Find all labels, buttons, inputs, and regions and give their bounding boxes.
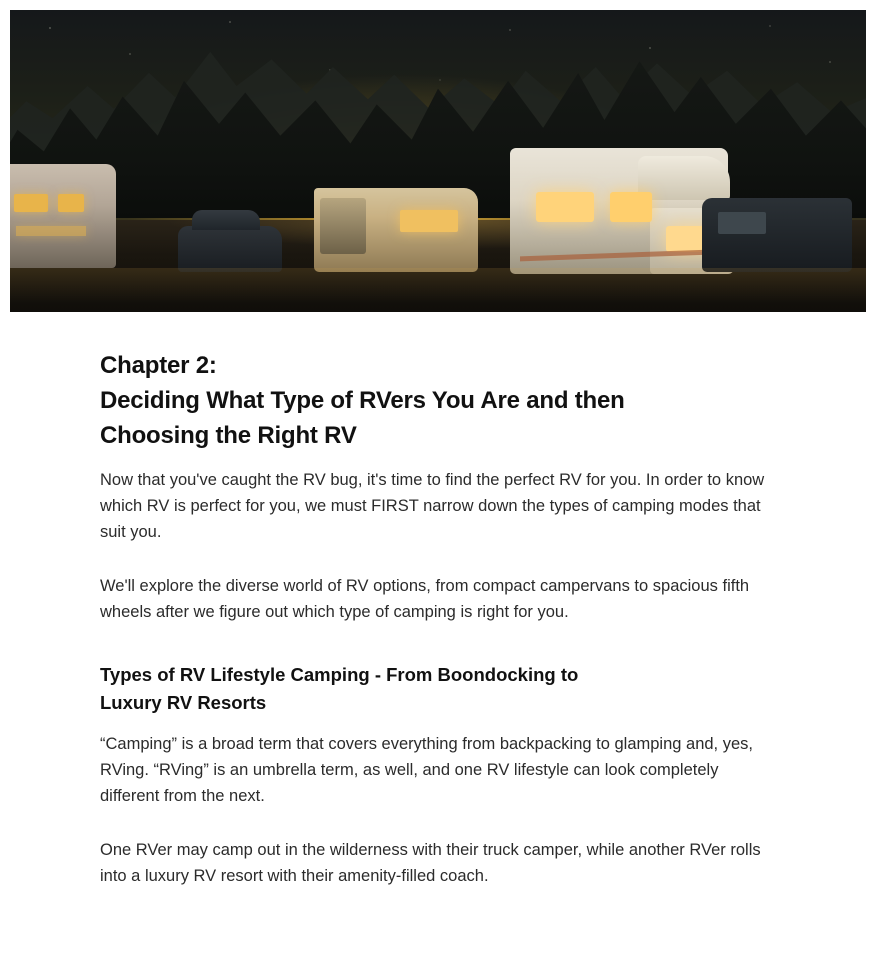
motorhome-window [610, 192, 652, 222]
trailer-skirt-light [16, 226, 86, 236]
article-body [100, 348, 780, 889]
hero-image [10, 10, 866, 312]
class-c-motorhome [510, 148, 728, 274]
van-window [718, 212, 766, 234]
chapter-title-line-1: Deciding What Type of RVers You Are and then [100, 387, 625, 414]
section-paragraph-1: “Camping” is a broad term that covers everything from backpacking to glamping and, yes, RVing. “RVing” is an umbrella term, as well, and one RV lifestyle can look completely different from the next. [100, 735, 753, 805]
motorhome-window [536, 192, 594, 222]
intro-paragraph: Now that you've caught the RV bug, it's time to find the perfect RV for you. In order to know which RV is perfect for you, we must FIRST narrow down the types of camping modes that suit you. [100, 471, 765, 541]
page-title [100, 348, 780, 453]
section-heading [100, 661, 780, 717]
trailer-window [14, 194, 48, 212]
second-paragraph: We'll explore the diverse world of RV options, from compact campervans to spacious fifth wheels after we figure out which type of camping is right for you. [100, 577, 750, 621]
camper-van [314, 188, 478, 272]
van-window [400, 210, 458, 232]
section-paragraph-2: One RVer may camp out in the wilderness with their truck camper, while another RVer rolls into a luxury RV resort with their amenity-filled coach. [100, 841, 761, 885]
ground-reflection [10, 268, 866, 312]
van-rear-door [320, 198, 366, 254]
trailer-window [58, 194, 84, 212]
chapter-title-line-2: Choosing the Right RV [100, 422, 357, 449]
dark-van [702, 198, 852, 272]
section-heading-line-2: Luxury RV Resorts [100, 692, 267, 713]
travel-trailer [10, 164, 116, 268]
parked-suv [178, 226, 282, 272]
chapter-label: Chapter 2: [100, 352, 217, 379]
section-heading-line-1: Types of RV Lifestyle Camping - From Boondocking to [100, 664, 579, 685]
